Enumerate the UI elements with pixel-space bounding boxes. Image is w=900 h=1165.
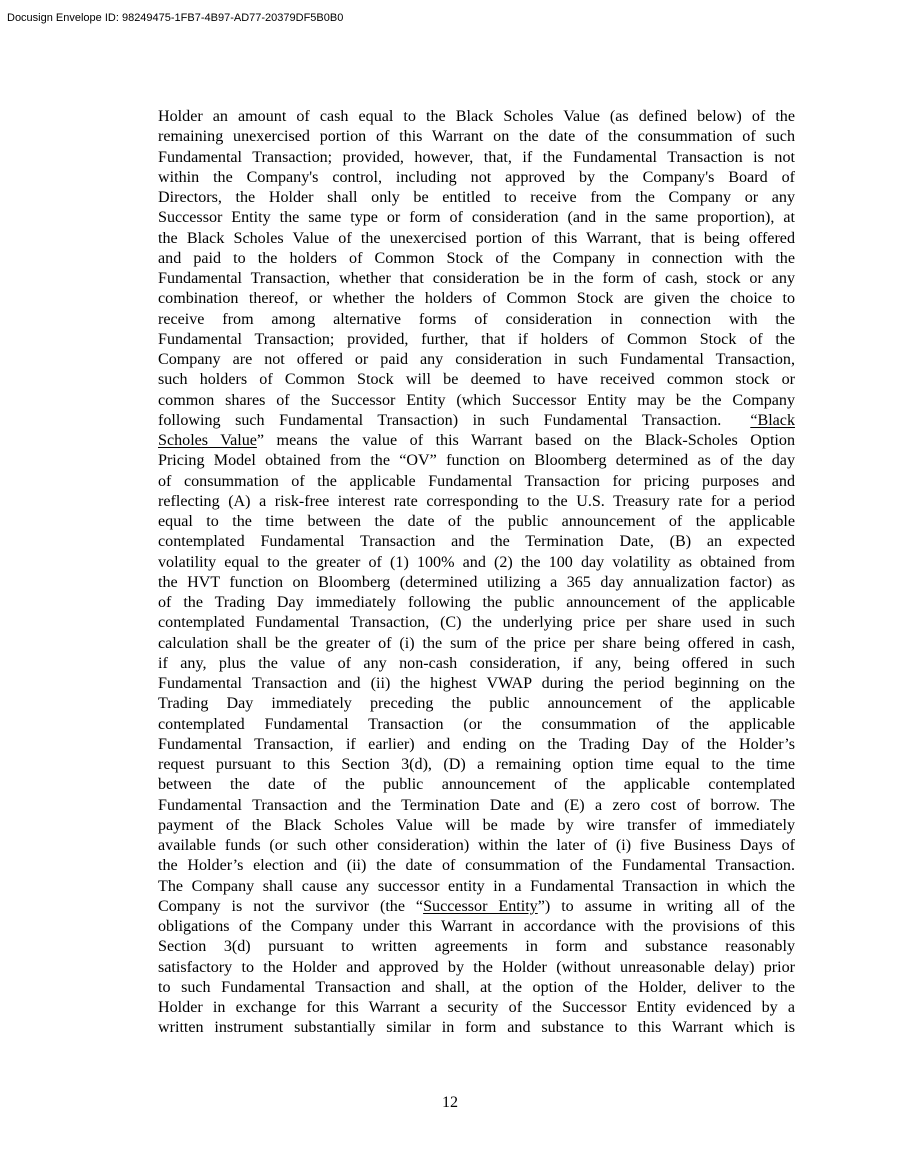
- body-line: the Black Scholes Value of the unexercised portion of this Warrant, that is being offered: [158, 229, 795, 247]
- body-line: of the Trading Day immediately following the public announcement of the applicable: [158, 594, 795, 611]
- body-line: remaining unexercised portion of this Warrant on the date of the consummation of such: [158, 128, 795, 146]
- body-line: such holders of Common Stock will be deemed to have received common stock or: [158, 371, 795, 389]
- body-line: payment of the Black Scholes Value will be made by wire transfer of immediately: [158, 816, 795, 834]
- page-number: 12: [441, 1094, 459, 1111]
- body-line: Fundamental Transaction and the Termination Date and (E) a zero cost of borrow. The: [158, 796, 795, 814]
- body-line: available funds (or such other consideration) within the later of (i) five Business Days of: [158, 837, 795, 854]
- body-line-text: following such Fundamental Transaction) in such Fundamental Transaction.: [158, 411, 722, 429]
- body-line: to such Fundamental Transaction and shall, at the option of the Holder, deliver to the: [158, 978, 795, 996]
- body-line: Section 3(d) pursuant to written agreements in form and substance reasonably: [158, 938, 795, 956]
- body-line-text: Company is not the survivor (the “: [158, 897, 424, 915]
- defined-term-black-scholes-value-part1: “Black: [750, 411, 795, 429]
- body-line: Holder an amount of cash equal to the Black Scholes Value (as defined below) of the: [158, 108, 795, 125]
- body-line: obligations of the Company under this Warrant in accordance with the provisions of this: [158, 918, 795, 935]
- body-line: request pursuant to this Section 3(d), (D) a remaining option time equal to the time: [158, 756, 795, 773]
- body-line: contemplated Fundamental Transaction, (C) the underlying price per share used in such: [158, 614, 795, 632]
- body-line-successor-entity: [158, 897, 795, 917]
- body-line: Trading Day immediately preceding the public announcement of the applicable: [158, 695, 795, 713]
- body-line-black-scholes-start: [158, 411, 795, 431]
- body-line: Fundamental Transaction; provided, however, that, if the Fundamental Transaction is not: [158, 148, 795, 166]
- body-line: Fundamental Transaction and (ii) the highest VWAP during the period beginning on the: [158, 675, 795, 692]
- body-line: common shares of the Successor Entity (which Successor Entity may be the Company: [158, 391, 795, 409]
- body-line-text: ”) to assume in writing all of the: [537, 897, 795, 915]
- body-line: Fundamental Transaction, if earlier) and ending on the Trading Day of the Holder’s: [158, 735, 795, 753]
- body-line-black-scholes-definition: [158, 431, 795, 451]
- body-line: and paid to the holders of Common Stock of the Company in connection with the: [158, 249, 795, 267]
- body-line: reflecting (A) a risk-free interest rate corresponding to the U.S. Treasury rate for a period: [158, 492, 795, 510]
- body-line: if any, plus the value of any non-cash consideration, if any, being offered in such: [158, 654, 795, 672]
- body-line: satisfactory to the Holder and approved by the Holder (without unreasonable delay) prior: [158, 958, 795, 976]
- body-line: equal to the time between the date of the public announcement of the applicable: [158, 513, 795, 530]
- body-line: Company are not offered or paid any consideration in such Fundamental Transaction,: [158, 351, 795, 368]
- body-line: Directors, the Holder shall only be entitled to receive from the Company or any: [158, 189, 795, 206]
- defined-term-black-scholes-value-part2: Scholes Value: [158, 432, 257, 449]
- body-line: written instrument substantially similar in form and substance to this Warrant which is: [158, 1019, 795, 1037]
- body-line: The Company shall cause any successor entity in a Fundamental Transaction in which the: [158, 877, 795, 895]
- body-line: within the Company's control, including not approved by the Company's Board of: [158, 168, 795, 186]
- body-line: Fundamental Transaction, whether that consideration be in the form of cash, stock or any: [158, 270, 795, 287]
- document-body: [158, 107, 795, 1039]
- defined-term-successor-entity: Successor Entity: [423, 897, 538, 915]
- body-line: contemplated Fundamental Transaction and the Termination Date, (B) an expected: [158, 533, 795, 551]
- body-line-text: ” means the value of this Warrant based on the Black-Scholes Option: [256, 432, 795, 449]
- envelope-id: Docusign Envelope ID: 98249475-1FB7-4B97-AD77-20379DF5B0B0: [7, 12, 344, 24]
- body-line: Fundamental Transaction; provided, further, that if holders of Common Stock of the: [158, 330, 795, 348]
- body-line: contemplated Fundamental Transaction (or the consummation of the applicable: [158, 715, 795, 733]
- body-line: Holder in exchange for this Warrant a security of the Successor Entity evidenced by a: [158, 999, 795, 1016]
- body-line: the Holder’s election and (ii) the date of consummation of the Fundamental Transaction.: [158, 857, 795, 875]
- body-line: receive from among alternative forms of consideration in connection with the: [158, 310, 795, 328]
- body-line: combination thereof, or whether the holders of Common Stock are given the choice to: [158, 290, 795, 308]
- body-line: Pricing Model obtained from the “OV” function on Bloomberg determined as of the day: [158, 452, 795, 470]
- body-line: the HVT function on Bloomberg (determined utilizing a 365 day annualization factor) as: [158, 573, 795, 591]
- body-line: of consummation of the applicable Fundamental Transaction for pricing purposes and: [158, 472, 795, 490]
- body-line: Successor Entity the same type or form of consideration (and in the same proportion), at: [158, 209, 795, 227]
- body-line: volatility equal to the greater of (1) 100% and (2) the 100 day volatility as obtained from: [158, 553, 795, 571]
- body-line: between the date of the public announcement of the applicable contemplated: [158, 776, 795, 794]
- body-line: calculation shall be the greater of (i) the sum of the price per share being offered in cash,: [158, 634, 795, 652]
